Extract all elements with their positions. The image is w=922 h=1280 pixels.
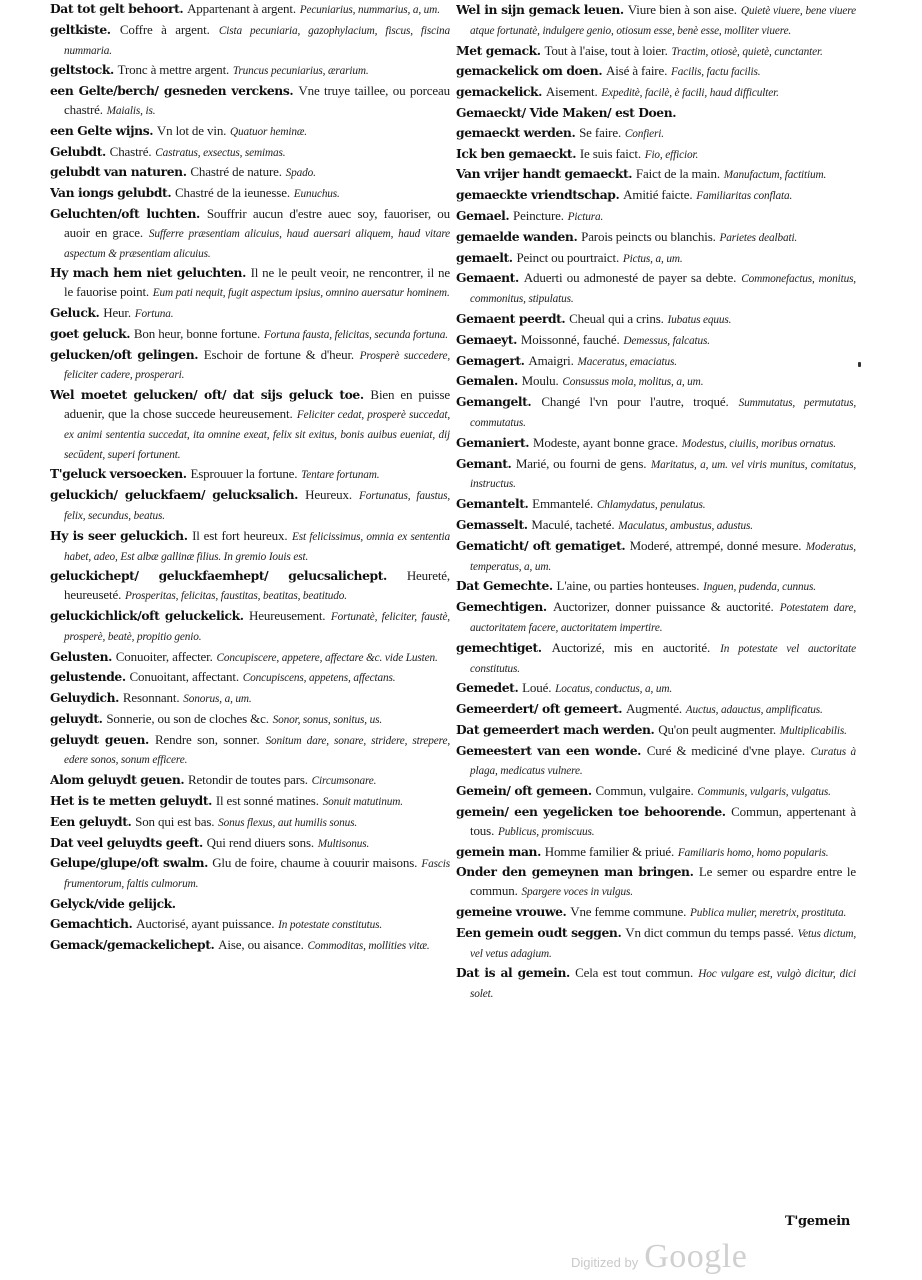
headword: Dat gemeerdert mach werden.: [456, 721, 655, 737]
headword: Wel in sijn gemack leuen.: [456, 2, 624, 17]
french-gloss: Aduerti ou admonesté de payer sa debte.: [523, 270, 737, 286]
dictionary-entry: [456, 863, 856, 902]
headword: een Gelte wijns.: [50, 122, 154, 138]
dictionary-entry: [456, 42, 856, 62]
latin-gloss: Summutatus, permutatus, commutatus.: [470, 397, 856, 429]
dictionary-entry: [50, 854, 450, 894]
latin-gloss: Fio, efficior.: [644, 148, 699, 161]
latin-gloss: Auctus, adauctus, amplificatus.: [685, 704, 823, 717]
headword: Van vrijer handt gemaeckt.: [456, 166, 633, 182]
dictionary-entry: [50, 122, 450, 142]
latin-gloss: Tentare fortunam.: [301, 469, 380, 482]
dictionary-entry: [456, 679, 856, 699]
headword: Onder den gemeynen man bringen.: [456, 864, 694, 880]
dictionary-entry: [50, 465, 450, 485]
headword: Gemantelt.: [456, 496, 529, 512]
french-gloss: Moderé, attrempé, donné mesure.: [629, 537, 802, 553]
latin-gloss: Sonor, sonus, sonitus, us.: [272, 713, 382, 726]
headword: Gemeerdert/ oft gemeert.: [456, 701, 623, 717]
latin-gloss: Multisonus.: [317, 837, 370, 850]
french-gloss: Tout à l'aise, tout à loier.: [544, 42, 668, 58]
french-gloss: Commun, vulgaire.: [595, 783, 694, 799]
headword: Gemaniert.: [456, 434, 530, 450]
dictionary-entry: [50, 607, 450, 647]
latin-gloss: Eum pati nequit, fugit aspectum ipsius, omnino auersatur hominem.: [152, 287, 450, 300]
french-gloss: Rendre son, sonner.: [155, 731, 260, 747]
headword: gemein man.: [456, 843, 541, 859]
latin-gloss: Commoditas, mollities vitæ.: [307, 939, 430, 952]
latin-gloss: Parietes dealbati.: [719, 231, 798, 244]
french-gloss: Homme familier & priué.: [544, 843, 675, 859]
french-gloss: Bien en puisse aduenir, que la chose succede heureusement.: [64, 387, 450, 421]
dictionary-entry: [456, 639, 856, 679]
headword: gemeine vrouwe.: [456, 904, 567, 920]
headword: Gemein/ oft gemeen.: [456, 783, 592, 799]
headword: goet geluck.: [50, 325, 131, 341]
dictionary-entry: [456, 516, 856, 536]
french-gloss: Ie suis faict.: [579, 145, 641, 161]
dictionary-entry: [456, 249, 856, 269]
latin-gloss: Multiplicabilis.: [779, 724, 847, 737]
french-gloss: Changé l'vn pour l'autre, troqué.: [541, 394, 729, 410]
latin-gloss: Sonuit matutinum.: [322, 796, 403, 809]
dictionary-entry: [456, 537, 856, 577]
latin-gloss: Concupiscens, appetens, affectans.: [242, 672, 396, 685]
french-gloss: Auctorisé, ayant puissance.: [136, 915, 275, 931]
dictionary-entry: [456, 62, 856, 82]
dictionary-entry: [50, 936, 450, 956]
french-gloss: Aisé à faire.: [605, 63, 668, 79]
headword: gemaeckte vriendtschap.: [456, 187, 620, 203]
headword: gemaelt.: [456, 249, 513, 265]
headword: Gemedet.: [456, 680, 519, 696]
french-gloss: Se faire.: [579, 124, 622, 140]
dictionary-entry: [456, 598, 856, 638]
french-gloss: Peinct ou pourtraict.: [516, 249, 620, 265]
latin-gloss: Vetus dictum, vel vetus adagium.: [470, 927, 856, 960]
headword: Gemant.: [456, 455, 512, 471]
headword: Gelyck/vide gelijck.: [50, 896, 176, 912]
french-gloss: Resonnant.: [122, 690, 180, 706]
latin-gloss: Cista pecuniaria, gazophylacium, fiscus, fiscina nummaria.: [64, 24, 450, 57]
headword: Alom geluydt geuen.: [50, 772, 185, 788]
french-gloss: Maculé, tacheté.: [531, 516, 615, 532]
french-gloss: Qu'on peult augmenter.: [658, 721, 777, 737]
latin-gloss: Spargere voces in vulgus.: [521, 886, 633, 899]
latin-gloss: Publica mulier, meretrix, prostituta.: [690, 907, 847, 920]
latin-gloss: Curatus à plaga, medicatus vulnere.: [470, 745, 856, 778]
headword: geluydt geuen.: [50, 731, 149, 747]
latin-gloss: Sonorus, a, um.: [183, 693, 252, 706]
latin-gloss: Sonus flexus, aut humilis sonus.: [218, 816, 358, 829]
latin-gloss: Familiaris homo, homo popularis.: [677, 846, 829, 859]
latin-gloss: Moderatus, temperatus, a, um.: [470, 540, 856, 573]
french-gloss: Auctorizer, donner puissance & auctorité.: [553, 599, 774, 615]
headword: Gelubdt.: [50, 143, 106, 159]
headword: Gemaent.: [456, 270, 519, 286]
headword: Gemachtich.: [50, 915, 133, 931]
latin-gloss: Fortuna.: [134, 307, 174, 320]
headword: Gemaeckt/ Vide Maken/ est Doen.: [456, 104, 677, 120]
latin-gloss: In potestate constitutus.: [278, 918, 382, 931]
headword: geluydt.: [50, 710, 103, 726]
latin-gloss: Demessus, falcatus.: [623, 334, 710, 347]
headword: Gemeestert van een wonde.: [456, 742, 642, 758]
dictionary-entry: [50, 143, 450, 163]
dictionary-entry: [456, 577, 856, 597]
dictionary-entry: [456, 903, 856, 923]
latin-gloss: In potestate vel auctoritate constitutus.: [470, 642, 856, 675]
french-gloss: Modeste, ayant bonne grace.: [532, 434, 678, 450]
headword: gemackelick om doen.: [456, 63, 603, 79]
headword: gemackelick.: [456, 84, 543, 100]
left-column: [50, 0, 450, 956]
dictionary-entry: [456, 83, 856, 103]
latin-gloss: Circumsonare.: [311, 775, 377, 788]
latin-gloss: Publicus, promiscuus.: [497, 825, 595, 838]
dictionary-entry: [50, 264, 450, 303]
dictionary-entry: [50, 731, 450, 771]
headword: Geluck.: [50, 304, 100, 320]
french-gloss: Auctorizé, mis en auctorité.: [551, 639, 711, 655]
french-gloss: Qui rend diuers sons.: [206, 834, 315, 850]
french-gloss: Esprouuer la fortune.: [190, 466, 298, 482]
french-gloss: Conuoitant, affectant.: [129, 669, 239, 685]
dictionary-entry: [50, 205, 450, 263]
dictionary-entry: [456, 228, 856, 248]
headword: Een gemein oudt seggen.: [456, 924, 622, 940]
dictionary-entry: [50, 771, 450, 791]
french-gloss: Aisement.: [545, 84, 598, 100]
headword: Hy mach hem niet geluchten.: [50, 265, 246, 281]
french-gloss: Marié, ou fourni de gens.: [515, 455, 647, 471]
dictionary-entry: [456, 495, 856, 515]
headword: Gematicht/ oft gematiget.: [456, 537, 626, 553]
dictionary-entry: [50, 668, 450, 688]
headword: Geluydich.: [50, 690, 120, 706]
headword: Wel moetet gelucken/ oft/ dat sijs geluck toe.: [50, 387, 364, 403]
dictionary-entry: [456, 124, 856, 144]
french-gloss: Vne truye taillee, ou porceau chastré.: [64, 83, 450, 117]
headword: Met gemack.: [456, 42, 541, 58]
dictionary-entry: [456, 721, 856, 741]
headword: Hy is seer geluckich.: [50, 527, 188, 543]
dictionary-entry: [456, 1, 856, 41]
latin-gloss: Fortuna fausta, felicitas, secunda fortuna.: [263, 328, 448, 341]
digitized-by-label: Digitized by: [571, 1255, 639, 1270]
french-gloss: Moissonné, fauché.: [520, 331, 620, 347]
dictionary-entry: [456, 964, 856, 1004]
latin-gloss: Tractim, otiosè, quietè, cunctanter.: [671, 45, 823, 58]
latin-gloss: Sufferre præsentiam alicuius, haud auersari aliquem, haud vitare aspectum & præsentiam alicuius.: [64, 227, 450, 260]
dictionary-entry: [50, 184, 450, 204]
french-gloss: Vne femme commune.: [570, 904, 687, 920]
headword: Gemaeyt.: [456, 331, 518, 347]
dictionary-entry: [50, 689, 450, 709]
headword: Dat tot gelt behoort.: [50, 1, 184, 16]
dictionary-entry: [456, 331, 856, 351]
headword: Gelupe/glupe/oft swalm.: [50, 855, 209, 871]
latin-gloss: Pecuniarius, nummarius, a, um.: [299, 4, 440, 16]
ink-speck: [858, 362, 861, 367]
headword: Ick ben gemaeckt.: [456, 145, 577, 161]
headword: Gemechtigen.: [456, 599, 547, 615]
french-gloss: Le semer ou espardre entre le commun.: [470, 864, 856, 899]
headword: Geluchten/oft luchten.: [50, 205, 200, 221]
french-gloss: Chastré de la ieunesse.: [174, 185, 290, 201]
latin-gloss: Consussus mola, molitus, a, um.: [562, 376, 704, 389]
dictionary-entry: [456, 393, 856, 433]
dictionary-entry: [50, 0, 450, 20]
dictionary-entry: [456, 782, 856, 802]
french-gloss: Tronc à mettre argent.: [117, 62, 230, 78]
headword: geluckichlick/oft geluckelick.: [50, 607, 244, 623]
french-gloss: Loué.: [522, 680, 552, 696]
french-gloss: Heur.: [103, 304, 131, 320]
headword: gelubdt van naturen.: [50, 164, 187, 180]
french-gloss: Emmantelé.: [532, 496, 594, 512]
latin-gloss: Iubatus equus.: [667, 313, 732, 326]
latin-gloss: Feliciter cedat, prosperè succedat, ex animi sententia succedat, ita omnine exeat, felix sit exitus, bonis auibus eueniat, dij secūdent, superi fortunent.: [64, 408, 450, 461]
headword: gemaelde wanden.: [456, 228, 578, 244]
dictionary-entry: [50, 304, 450, 324]
dictionary-entry: [456, 924, 856, 964]
french-gloss: Son qui est bas.: [135, 813, 215, 829]
latin-gloss: Maculatus, ambustus, adustus.: [618, 519, 753, 532]
dictionary-entry: [50, 895, 450, 914]
french-gloss: Cheual qui a crins.: [569, 310, 664, 326]
latin-gloss: Familiaritas conflata.: [696, 190, 793, 203]
french-gloss: Chastré de nature.: [190, 164, 282, 180]
headword: Dat is al gemein.: [456, 965, 570, 981]
headword: geluckichept/ geluckfaemhept/ gelucsalichept.: [50, 568, 387, 584]
french-gloss: Viure bien à son aise.: [627, 2, 737, 17]
headword: Dat veel geluydts geeft.: [50, 834, 203, 850]
french-gloss: Retondir de toutes pars.: [188, 772, 308, 788]
latin-gloss: Concupiscere, appetere, affectare &c. vide Lusten.: [216, 651, 438, 664]
latin-gloss: Fortunatus, faustus, felix, secundus, beatus.: [64, 490, 450, 522]
dictionary-entry: [50, 710, 450, 730]
headword: gemein/ een yegelicken toe behoorende.: [456, 804, 726, 820]
latin-gloss: Prosperè succedere, feliciter cadere, prosperari.: [64, 349, 450, 382]
french-gloss: Cela est tout commun.: [575, 965, 694, 981]
french-gloss: Eschoir de fortune & d'heur.: [203, 346, 355, 362]
french-gloss: Bon heur, bonne fortune.: [133, 325, 261, 341]
french-gloss: Coffre à argent.: [119, 21, 210, 37]
latin-gloss: Potestatem dare, auctoritatem facere, auctoritatem impertire.: [470, 602, 856, 634]
dictionary-entry: [456, 803, 856, 842]
dictionary-entry: [456, 455, 856, 495]
dictionary-entry: [50, 567, 450, 606]
french-gloss: Il ne le peult veoir, ne rencontrer, il ne le fauorise point.: [64, 265, 450, 300]
latin-gloss: Castratus, exsectus, semimas.: [155, 146, 286, 159]
french-gloss: Heureté, heureuseté.: [64, 568, 450, 603]
french-gloss: Augmenté.: [625, 701, 683, 717]
dictionary-entry: [50, 386, 450, 464]
dictionary-entry: [456, 352, 856, 372]
dictionary-entry: [50, 915, 450, 935]
french-gloss: Parois peincts ou blanchis.: [581, 228, 716, 244]
dictionary-entry: [456, 145, 856, 165]
headword: geltkiste.: [50, 21, 111, 37]
latin-gloss: Maritatus, a, um. vel viris munitus, comitatus, instructus.: [470, 458, 856, 491]
dictionary-entry: [456, 186, 856, 206]
french-gloss: Vn lot de vin.: [156, 122, 227, 138]
dictionary-entry: [456, 310, 856, 330]
dictionary-entry: [50, 325, 450, 345]
latin-gloss: Confieri.: [624, 127, 664, 140]
latin-gloss: Pictura.: [567, 210, 604, 223]
dictionary-entry: [456, 742, 856, 782]
dictionary-entry: [50, 486, 450, 526]
latin-gloss: Maceratus, emaciatus.: [577, 355, 677, 368]
french-gloss: Souffrir aucun d'estre auec soy, fauoriser, ou auoir en grace.: [64, 205, 450, 240]
headword: Van iongs gelubdt.: [50, 185, 172, 201]
dictionary-entry: [456, 700, 856, 720]
french-gloss: Sonnerie, ou son de cloches &c.: [106, 710, 269, 726]
dictionary-entry: [456, 269, 856, 309]
latin-gloss: Manufactum, factitium.: [723, 169, 827, 182]
latin-gloss: Commonefactus, monitus, commonitus, stipulatus.: [470, 273, 856, 306]
latin-gloss: Quatuor heminæ.: [230, 125, 307, 138]
latin-gloss: Prosperitas, felicitas, faustitas, beatitas, beatitudo.: [124, 590, 347, 603]
french-gloss: Amitié faicte.: [623, 187, 693, 203]
headword: Dat Gemechte.: [456, 578, 553, 594]
latin-gloss: Sonitum dare, sonare, stridere, strepere, edere sonos, sonum efficere.: [64, 734, 450, 767]
dictionary-entry: [50, 792, 450, 812]
french-gloss: Vn dict commun du temps passé.: [625, 924, 794, 940]
latin-gloss: Eunuchus.: [293, 188, 340, 201]
headword: een Gelte/berch/ gesneden verckens.: [50, 83, 294, 99]
latin-gloss: Locatus, conductus, a, um.: [555, 683, 673, 696]
dictionary-entry: [456, 207, 856, 227]
latin-gloss: Truncus pecuniarius, ærarium.: [232, 65, 369, 78]
french-gloss: Aise, ou aisance.: [218, 936, 304, 952]
french-gloss: Heureusement.: [249, 607, 326, 623]
headword: gelustende.: [50, 669, 126, 685]
google-logo: Google: [644, 1238, 748, 1275]
headword: gemaeckt werden.: [456, 124, 576, 140]
french-gloss: Chastré.: [109, 143, 152, 159]
latin-gloss: Pictus, a, um.: [622, 252, 683, 265]
dictionary-entry: [50, 346, 450, 386]
headword: Gemangelt.: [456, 394, 532, 410]
right-column: [456, 1, 856, 1005]
dictionary-entry: [50, 21, 450, 61]
french-gloss: Glu de foire, chaume à couurir maisons.: [212, 855, 418, 871]
dictionary-entry: [456, 372, 856, 392]
dictionary-entry: [50, 813, 450, 833]
dictionary-entry: [456, 434, 856, 454]
headword: Gemael.: [456, 207, 510, 223]
french-gloss: Conuoiter, affecter.: [115, 648, 213, 664]
dictionary-entry: [50, 61, 450, 81]
dictionary-entry: [50, 834, 450, 854]
headword: Het is te metten geluydt.: [50, 793, 213, 809]
headword: Een geluydt.: [50, 813, 132, 829]
headword: geluckich/ geluckfaem/ gelucksalich.: [50, 487, 299, 503]
latin-gloss: Quietè viuere, bene viuere atque fortunatè, indulgere genio, otiosum esse, benè esse, molliter viuere.: [470, 5, 856, 37]
headword: Gemaent peerdt.: [456, 310, 566, 326]
headword: Gemack/gemackelichept.: [50, 936, 215, 952]
latin-gloss: Modestus, ciuilis, moribus ornatus.: [681, 437, 836, 450]
latin-gloss: Maialis, is.: [106, 104, 156, 117]
headword: Gemagert.: [456, 352, 525, 368]
dictionary-entry: [50, 527, 450, 567]
french-gloss: Curé & mediciné d'vne playe.: [646, 742, 805, 758]
dictionary-entry: [456, 104, 856, 123]
latin-gloss: Facilis, factu facilis.: [670, 66, 761, 79]
french-gloss: Heureux.: [305, 487, 352, 503]
french-gloss: Commun, appertenant à tous.: [470, 804, 856, 838]
latin-gloss: Spado.: [285, 167, 316, 180]
headword: Gemasselt.: [456, 516, 528, 532]
latin-gloss: Fortunatè, feliciter, faustè, prosperè, beatè, propitio genio.: [64, 610, 450, 643]
catchword: T'gemein: [784, 1214, 850, 1229]
latin-gloss: Inguen, pudenda, cunnus.: [703, 581, 816, 594]
french-gloss: Il est sonné matines.: [215, 793, 319, 809]
headword: geltstock.: [50, 62, 114, 78]
french-gloss: Il est fort heureux.: [192, 527, 288, 543]
dictionary-entry: [456, 843, 856, 863]
latin-gloss: Communis, vulgaris, vulgatus.: [697, 786, 831, 799]
french-gloss: Peincture.: [513, 207, 564, 223]
french-gloss: L'aine, ou parties honteuses.: [556, 578, 700, 594]
french-gloss: Faict de la main.: [635, 166, 720, 182]
latin-gloss: Est felicissimus, omnia ex sententia habet, adeo, Est albæ gallinæ filius. In gremio Iouis est.: [64, 530, 450, 563]
digitized-by-watermark: [571, 1238, 747, 1276]
dictionary-entry: [50, 163, 450, 183]
headword: gelucken/oft gelingen.: [50, 346, 199, 362]
headword: Gemalen.: [456, 373, 518, 389]
latin-gloss: Hoc vulgare est, vulgò dicitur, dici solet.: [470, 968, 856, 1001]
dictionary-entry: [456, 165, 856, 185]
french-gloss: Amaigri.: [528, 352, 574, 368]
latin-gloss: Fascis frumentorum, faltis culmorum.: [64, 858, 450, 891]
dictionary-entry: [50, 82, 450, 121]
headword: gemechtiget.: [456, 639, 542, 655]
french-gloss: Appartenant à argent.: [187, 1, 296, 16]
headword: Gelusten.: [50, 648, 112, 664]
headword: T'geluck versoecken.: [50, 466, 187, 482]
latin-gloss: Expeditè, facilè, è facili, haud difficulter.: [601, 87, 779, 100]
latin-gloss: Chlamydatus, penulatus.: [596, 499, 706, 512]
dictionary-entry: [50, 648, 450, 668]
french-gloss: Moulu.: [521, 373, 559, 389]
